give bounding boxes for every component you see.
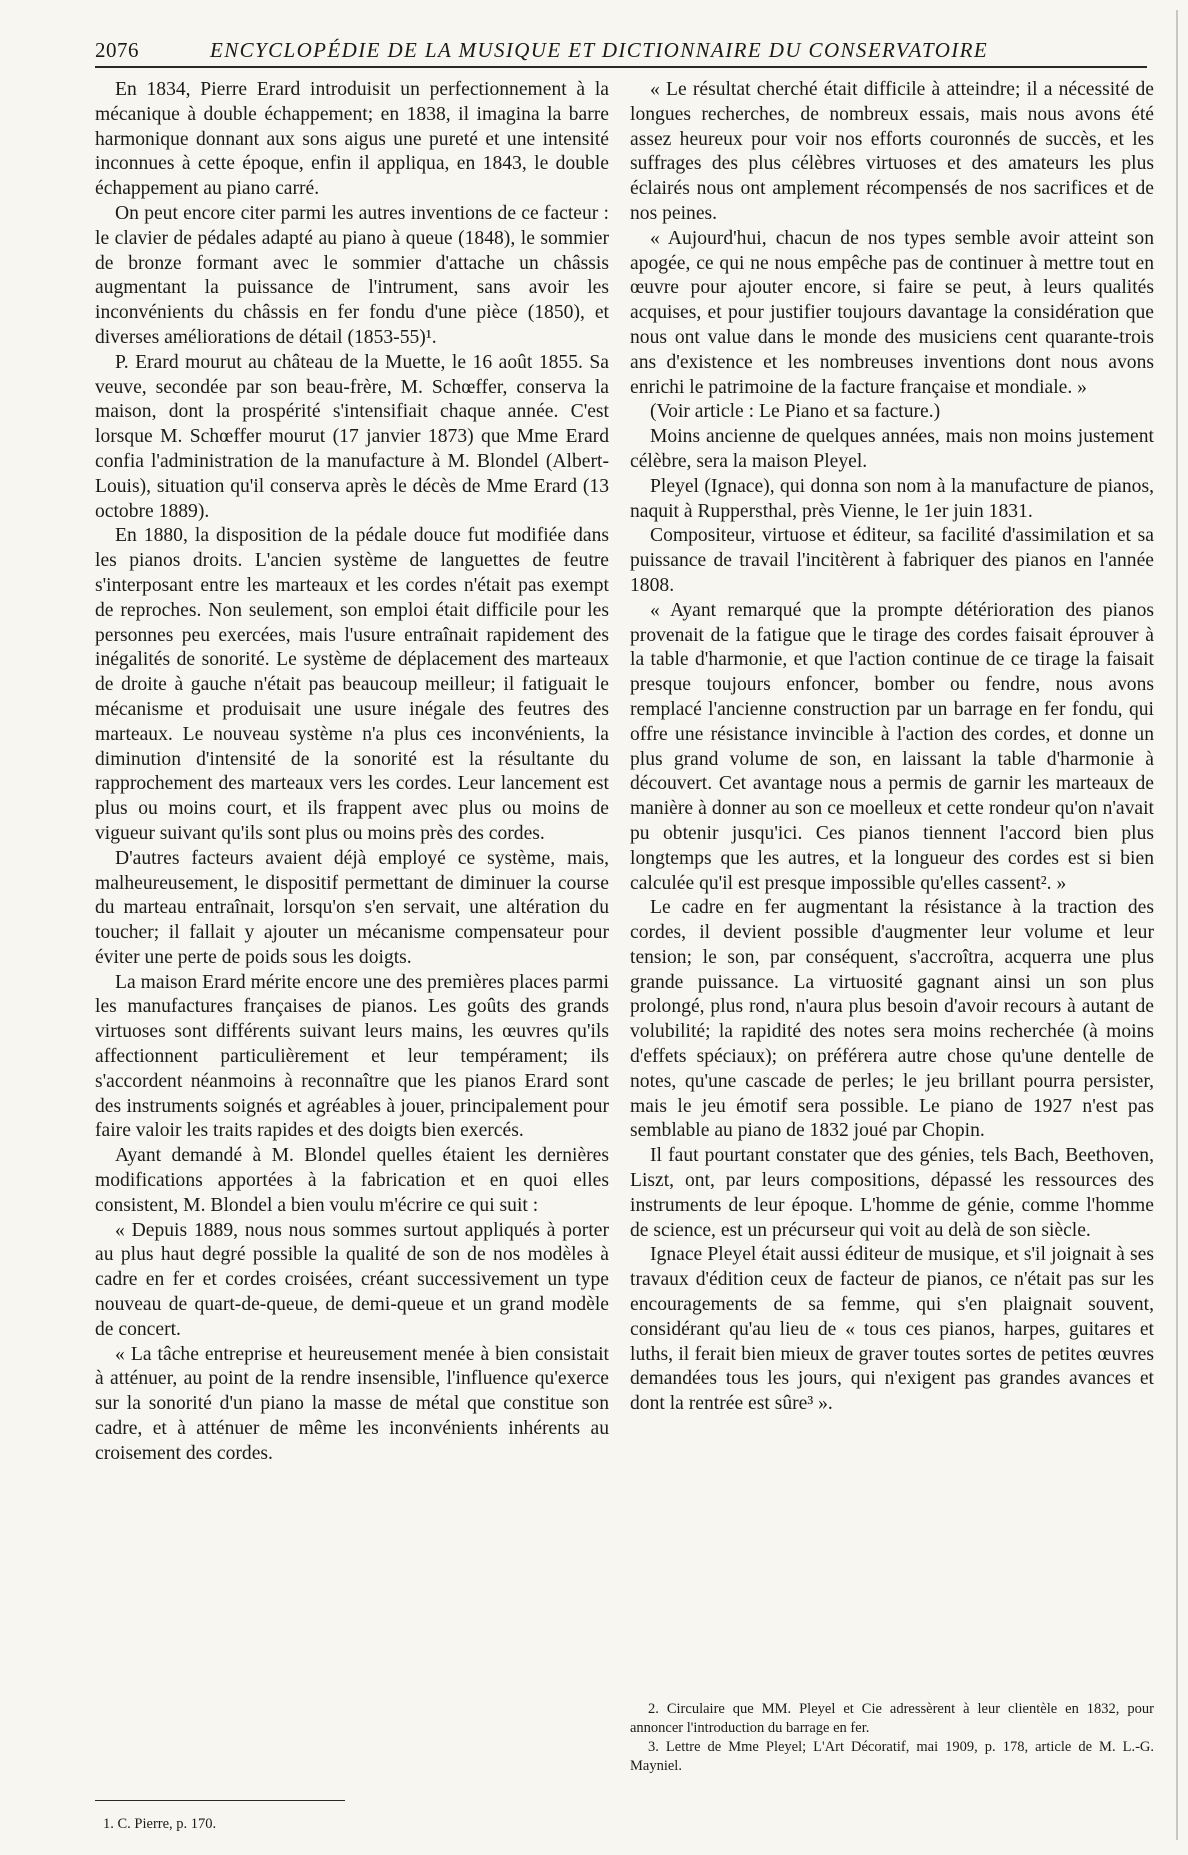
page-header xyxy=(95,36,1145,66)
paragraph: D'autres facteurs avaient déjà employé ce système, mais, malheureusement, le dispositif permettant de diminuer la course du marteau entraînait, lorsqu'on s'en servait, une altération du toucher; il fallait y ajouter un mécanisme compensateur pour éviter une perte de poids sous les doigts. xyxy=(95,847,609,968)
paragraph: (Voir article : Le Piano et sa facture.) xyxy=(650,401,941,423)
header-rule xyxy=(95,66,1147,68)
paragraph: En 1834, Pierre Erard introduisit un perfectionnement à la mécanique à double échappement; en 1838, il imagina la barre harmonique donnant aux sons aigus une pureté et une intensité inconnues à cette époque, enfin il appliqua, en 1843, le double échappement au piano carré. xyxy=(95,79,609,200)
paragraph: « Ayant remarqué que la prompte détérioration des pianos provenait de la fatigue que le tirage des cordes faisait éprouver à la table d'harmonie, et que l'action continue de ce tirage la faisait presque toujours enfoncer, bomber ou fendre, nous avons remplacé l'ancienne construction par un barrage en fer fondu, qui offre une résistance invincible à l'action des cordes, et donne un plus grand volume de son, en laissant la table d'harmonie à découvert. Cet avantage nous a permis de garnir les marteaux de manière à donner au son ce moelleux et cette rondeur qu'on n'avait pu obtenir jusqu'ici. Ces pianos tiennent l'accord bien plus longtemps que les autres, et la longueur des cordes est si bien calculée qu'il est presque impossible qu'elles cassent². » xyxy=(630,599,1154,894)
footnotes-right xyxy=(630,1700,1154,1776)
footnote: 2. Circulaire que MM. Pleyel et Cie adressèrent à leur clientèle en 1832, pour annoncer l'introduction du barrage en fer. xyxy=(630,1701,1154,1736)
page-number: 2076 xyxy=(95,38,139,62)
paragraph: Ignace Pleyel était aussi éditeur de musique, et s'il joignait à ses travaux d'édition ceux de facteur de pianos, ce n'était pas sur les encouragements de sa femme, qui s'en plaignait souvent, considérant qu'au lieu de « tous ces pianos, harpes, guitares et luths, il ferait bien mieux de graver toutes sortes de petites œuvres demandées tous les jours, qui n'exigent pas grandes avances et dont la rentrée est sûre³ ». xyxy=(630,1244,1154,1415)
paragraph: Ayant demandé à M. Blondel quelles étaient les dernières modifications apportées à la fabrication et en quoi elles consistent, M. Blondel a bien voulu m'écrire ce qui suit : xyxy=(95,1145,609,1216)
footnote-rule xyxy=(95,1800,345,1801)
right-column xyxy=(630,78,1154,1417)
paragraph: Compositeur, virtuose et éditeur, sa facilité d'assimilation et sa puissance de travail l'incitèrent à fabriquer des pianos en l'année 1808. xyxy=(630,525,1154,596)
paragraph: Moins ancienne de quelques années, mais non moins justement célèbre, sera la maison Pleyel. xyxy=(630,426,1154,472)
footnote: 3. Lettre de Mme Pleyel; L'Art Décoratif, mai 1909, p. 178, article de M. L.-G. Mayniel. xyxy=(630,1739,1154,1774)
paragraph: « Le résultat cherché était difficile à atteindre; il a nécessité de longues recherches, de nombreux essais, mais nous avons été assez heureux pour voir nos efforts couronnés de succès, et les suffrages des plus célèbres virtuoses et des amateurs les plus éclairés nous ont amplement récompensés de nos sacrifices et de nos peines. xyxy=(630,79,1154,224)
footnotes-left xyxy=(95,1815,609,1834)
paragraph: Le cadre en fer augmentant la résistance à la traction des cordes, il devient possible d'augmenter leur volume et leur tension; le son, par conséquent, s'accroîtra, acquerra une plus grande puissance. La virtuosité gagnant ainsi un son plus prolongé, plus rond, n'aura plus besoin d'avoir recours à autant de volubilité; la rapidité des notes sera moins recherchée (à moins d'effets spéciaux); on préférera autre chose qu'une dentelle de notes, qu'une cascade de perles; le jeu brillant pourra persister, mais le jeu émotif sera possible. Le piano de 1927 n'est pas semblable au piano de 1832 joué par Chopin. xyxy=(630,897,1154,1142)
page-edge-rule xyxy=(1176,10,1178,1840)
paragraph: P. Erard mourut au château de la Muette, le 16 août 1855. Sa veuve, secondée par son beau-frère, M. Schœffer, conserva la maison, dont la prospérité s'intensifiait chaque année. C'est lorsque M. Schœffer mourut (17 janvier 1873) que Mme Erard confia l'administration de la manufacture à M. Blondel (Albert-Louis), situation qu'il conserva après le décès de Mme Erard (13 octobre 1889). xyxy=(95,351,609,522)
paragraph: On peut encore citer parmi les autres inventions de ce facteur : le clavier de pédales adapté au piano à queue (1848), le sommier de bronze formant avec le sommier d'attache un châssis augmentant la puissance de l'intrument, sans avoir les inconvénients du châssis en fer fondu d'une pièce (1850), et diverses améliorations de détail (1853-55)¹. xyxy=(95,202,609,348)
footnote: 1. C. Pierre, p. 170. xyxy=(103,1816,217,1832)
paragraph: La maison Erard mérite encore une des premières places parmi les manufactures françaises de pianos. Les goûts des grands virtuoses sont différents suivant leurs mains, les œuvres qu'ils affectionnent particulièrement et leur tempérament; ils s'accordent néanmoins à reconnaître que les pianos Erard sont des instruments soignés et agréables à jouer, principalement pour faire valoir les traits rapides et des doigts bien exercés. xyxy=(95,971,609,1142)
paragraph: « La tâche entreprise et heureusement menée à bien consistait à atténuer, au point de la rendre insensible, l'influence qu'exerce sur la sonorité d'un piano la masse de métal que constitue son cadre, et à atténuer de même les inconvénients inhérents au croisement des cordes. xyxy=(95,1343,609,1464)
paragraph: En 1880, la disposition de la pédale douce fut modifiée dans les pianos droits. L'ancien système de languettes de feutre s'interposant entre les marteaux et les cordes n'était pas exempt de reproches. Non seulement, son emploi était difficile pour les personnes peu exercées, mais l'usure entraînait rapidement des inégalités de sonorité. Le système de déplacement des marteaux de droite à gauche n'était pas beaucoup meilleur; il fatiguait le mécanisme et produisait une usure inégale des feutres des marteaux. Le nouveau système n'a plus ces inconvénients, la diminution d'intensité de la sonorité est la résultante du rapprochement des marteaux vers les cordes. Leur lancement est plus ou moins court, et ils frappent avec plus ou moins de vigueur suivant qu'ils sont plus ou moins près des cordes. xyxy=(95,525,609,844)
left-column xyxy=(95,78,609,1467)
paragraph: Pleyel (Ignace), qui donna son nom à la manufacture de pianos, naquit à Ruppersthal, près Vienne, le 1er juin 1831. xyxy=(630,475,1154,522)
paragraph: Il faut pourtant constater que des génies, tels Bach, Beethoven, Liszt, ont, par leurs compositions, dépassé les ressources des instruments de leur époque. L'homme de génie, comme l'homme de science, est un précurseur qui voit au delà de son siècle. xyxy=(630,1145,1154,1241)
paragraph: « Aujourd'hui, chacun de nos types semble avoir atteint son apogée, ce qui ne nous empêche pas de continuer à mettre tout en œuvre pour ajouter encore, si faire se peut, à leurs qualités acquises, et pour justifier toujours davantage la considération que nous ont value dans le monde des musiciens cent quarante-trois ans d'existence et les nombreuses inventions dont nous avons enrichi le patrimoine de la facture française et mondiale. » xyxy=(630,227,1154,398)
running-title: ENCYCLOPÉDIE DE LA MUSIQUE ET DICTIONNAIRE DU CONSERVATOIRE xyxy=(210,38,989,62)
paragraph: « Depuis 1889, nous nous sommes surtout appliqués à porter au plus haut degré possible la qualité de son de nos modèles à cadre en fer et cordes croisées, créant successivement un type nouveau de quart-de-queue, de demi-queue et un grand modèle de concert. xyxy=(95,1219,609,1340)
